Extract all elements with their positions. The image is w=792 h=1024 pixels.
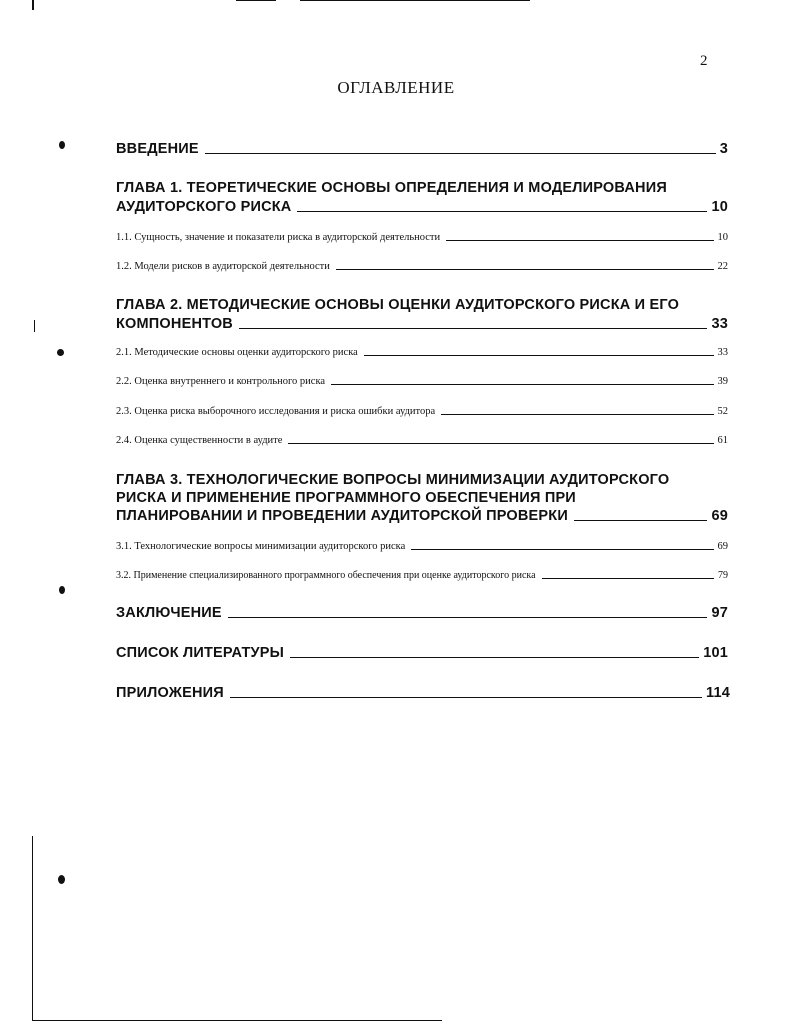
toc-entry-introduction[interactable] — [116, 141, 728, 157]
toc-entry-literature[interactable] — [116, 645, 728, 661]
page-number: 2 — [700, 53, 708, 69]
scan-mark-top-left — [32, 0, 34, 10]
toc-entry-chapter-3[interactable] — [116, 508, 728, 524]
toc-page-number: 33 — [711, 316, 728, 332]
toc-leader-line — [336, 269, 714, 270]
toc-section-1-2[interactable] — [116, 261, 728, 272]
toc-leader-line — [297, 211, 707, 212]
toc-section-title: 3.1. Технологические вопросы минимизации аудиторского риска — [116, 541, 406, 552]
toc-section-title: 2.2. Оценка внутреннего и контрольного риска — [116, 376, 326, 387]
toc-leader-line — [205, 153, 716, 154]
chapter-3-title-line-2[interactable]: РИСКА И ПРИМЕНЕНИЕ ПРОГРАММНОГО ОБЕСПЕЧЕНИЯ ПРИ — [116, 490, 576, 506]
toc-leader-line — [411, 549, 713, 550]
toc-page-number: 101 — [703, 645, 728, 661]
toc-entry-title: ВВЕДЕНИЕ — [116, 141, 199, 157]
toc-entry-chapter-2[interactable] — [116, 316, 728, 332]
margin-bullet — [58, 875, 65, 884]
toc-entry-title: ЗАКЛЮЧЕНИЕ — [116, 605, 222, 621]
toc-leader-line — [446, 240, 713, 241]
chapter-2-title-line-1[interactable]: ГЛАВА 2. МЕТОДИЧЕСКИЕ ОСНОВЫ ОЦЕНКИ АУДИТОРСКОГО РИСКА И ЕГО — [116, 297, 680, 313]
toc-section-2-1[interactable] — [116, 347, 728, 358]
toc-leader-line — [542, 578, 714, 579]
toc-page-number: 3 — [719, 141, 728, 157]
toc-entry-appendices[interactable] — [116, 685, 730, 701]
scan-line-top — [300, 0, 530, 1]
chapter-1-title-line-1[interactable]: ГЛАВА 1. ТЕОРЕТИЧЕСКИЕ ОСНОВЫ ОПРЕДЕЛЕНИЯ И МОДЕЛИРОВАНИЯ — [116, 180, 667, 196]
toc-page-number: 39 — [717, 376, 728, 387]
toc-entry-title: ПЛАНИРОВАНИИ И ПРОВЕДЕНИИ АУДИТОРСКОЙ ПРОВЕРКИ — [116, 508, 568, 524]
toc-section-2-3[interactable] — [116, 406, 728, 417]
margin-bullet — [57, 349, 64, 356]
scan-line-bottom — [32, 1020, 442, 1021]
toc-leader-line — [288, 443, 713, 444]
toc-page-number: 79 — [718, 570, 728, 581]
chapter-3-title-line-1[interactable]: ГЛАВА 3. ТЕХНОЛОГИЧЕСКИЕ ВОПРОСЫ МИНИМИЗАЦИИ АУДИТОРСКОГО — [116, 472, 670, 488]
toc-leader-line — [441, 414, 713, 415]
toc-section-3-1[interactable] — [116, 541, 728, 552]
toc-page-number: 69 — [717, 541, 728, 552]
toc-entry-title: СПИСОК ЛИТЕРАТУРЫ — [116, 645, 284, 661]
toc-entry-title: АУДИТОРСКОГО РИСКА — [116, 199, 292, 215]
toc-section-title: 2.3. Оценка риска выборочного исследования и риска ошибки аудитора — [116, 406, 436, 417]
toc-page-number: 69 — [711, 508, 728, 524]
toc-entry-chapter-1[interactable] — [116, 199, 728, 215]
toc-entry-title: КОМПОНЕНТОВ — [116, 316, 233, 332]
toc-section-title: 1.1. Сущность, значение и показатели риска в аудиторской деятельности — [116, 232, 441, 243]
toc-entry-title: ПРИЛОЖЕНИЯ — [116, 685, 224, 701]
toc-section-1-1[interactable] — [116, 232, 728, 243]
toc-leader-line — [290, 657, 699, 658]
toc-page-number: 114 — [706, 685, 730, 701]
toc-section-3-2[interactable] — [116, 570, 728, 581]
toc-leader-line — [239, 328, 708, 329]
toc-leader-line — [228, 617, 708, 618]
toc-page-number: 33 — [717, 347, 728, 358]
toc-section-2-2[interactable] — [116, 376, 728, 387]
toc-section-title: 2.1. Методические основы оценки аудиторского риска — [116, 347, 358, 358]
toc-page-number: 22 — [717, 261, 728, 272]
page-title: ОГЛАВЛЕНИЕ — [337, 78, 455, 97]
margin-bullet — [59, 141, 65, 149]
toc-page-number: 10 — [711, 199, 728, 215]
toc-leader-line — [331, 384, 713, 385]
toc-section-title: 3.2. Применение специализированного программного обеспечения при оценке аудиторского риска — [116, 570, 536, 581]
toc-page-number: 97 — [711, 605, 728, 621]
toc-leader-line — [230, 697, 702, 698]
toc-leader-line — [574, 520, 708, 521]
margin-bullet — [59, 586, 65, 594]
toc-leader-line — [364, 355, 714, 356]
toc-page-number: 61 — [717, 435, 728, 446]
toc-entry-conclusion[interactable] — [116, 605, 728, 621]
scan-line-left-margin — [32, 836, 33, 1021]
scan-line-top — [236, 0, 276, 1]
toc-section-title: 2.4. Оценка существенности в аудите — [116, 435, 283, 446]
scan-tick — [34, 320, 35, 332]
toc-page-number: 10 — [717, 232, 728, 243]
toc-section-title: 1.2. Модели рисков в аудиторской деятельности — [116, 261, 330, 272]
toc-page-number: 52 — [717, 406, 728, 417]
toc-section-2-4[interactable] — [116, 435, 728, 446]
